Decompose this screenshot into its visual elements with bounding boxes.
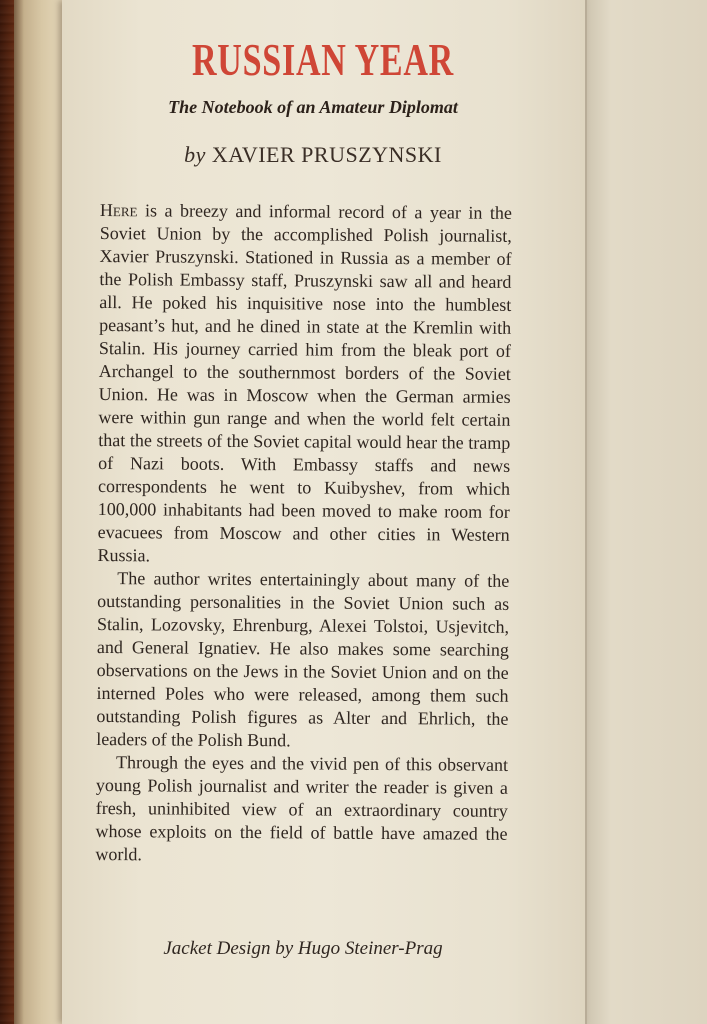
author-name: XAVIER PRUSZYNSKI (211, 142, 442, 167)
book-title: RUSSIAN YEAR (191, 34, 455, 85)
blurb-paragraph-2: The author writes entertainingly about many of the outstanding personalities in the Soviet Union such as Stalin, Lozovsky, Ehrenburg, Alexei Tolstoi, Usjevitch, and General Ignatiev. He also makes some searching observations on the Jews in the Soviet Union and on the interned Poles who were released, among them such outstanding Polish figures as Alter and Ehrlich, the leaders of the Polish Bund. (96, 568, 510, 751)
author-byline (90, 138, 536, 172)
jacket-design-credit: Jacket Design by Hugo Steiner-Prag (163, 938, 443, 959)
blurb-paragraph-1-body: is a breezy and informal record of a year in the Soviet Union by the accomplished Polish journalist, Xavier Pruszynski. Stationed in Russia as a member of the Polish Embassy staff, Pruszynski saw all and heard all. He poked his inquisitive nose into the humblest peasant’s hut, and he dined in state at the Kremlin with Stalin. His journey carried him from the bleak port of Archangel to the southernmost borders of the Soviet Union. He was in Moscow when the German armies were within gun range and when the world felt certain that the streets of the Soviet capital would hear the tramp of Nazi boots. With Embassy staffs and news correspondents he went to Kuibyshev, from which 100,000 inhabitants had been moved to make room for evacuees from Moscow and other cities in Western Russia. (97, 200, 512, 566)
adjacent-paper (587, 0, 707, 1024)
blurb-text (95, 199, 512, 869)
byline-prefix: by (184, 142, 206, 167)
book-subtitle: The Notebook of an Amateur Diplomat (168, 97, 458, 117)
blurb-paragraph-1 (97, 199, 512, 570)
page-edge-shadow (14, 0, 24, 1024)
blurb-paragraph-3: Through the eyes and the vivid pen of this observant young Polish journalist and writer the reader is given a fresh, uninhibited view of an extraordinary country whose exploits on the field of battle have amazed the world. (95, 752, 509, 865)
blurb-lead-word: Here (99, 199, 138, 221)
flap-fold-line (585, 0, 587, 1024)
